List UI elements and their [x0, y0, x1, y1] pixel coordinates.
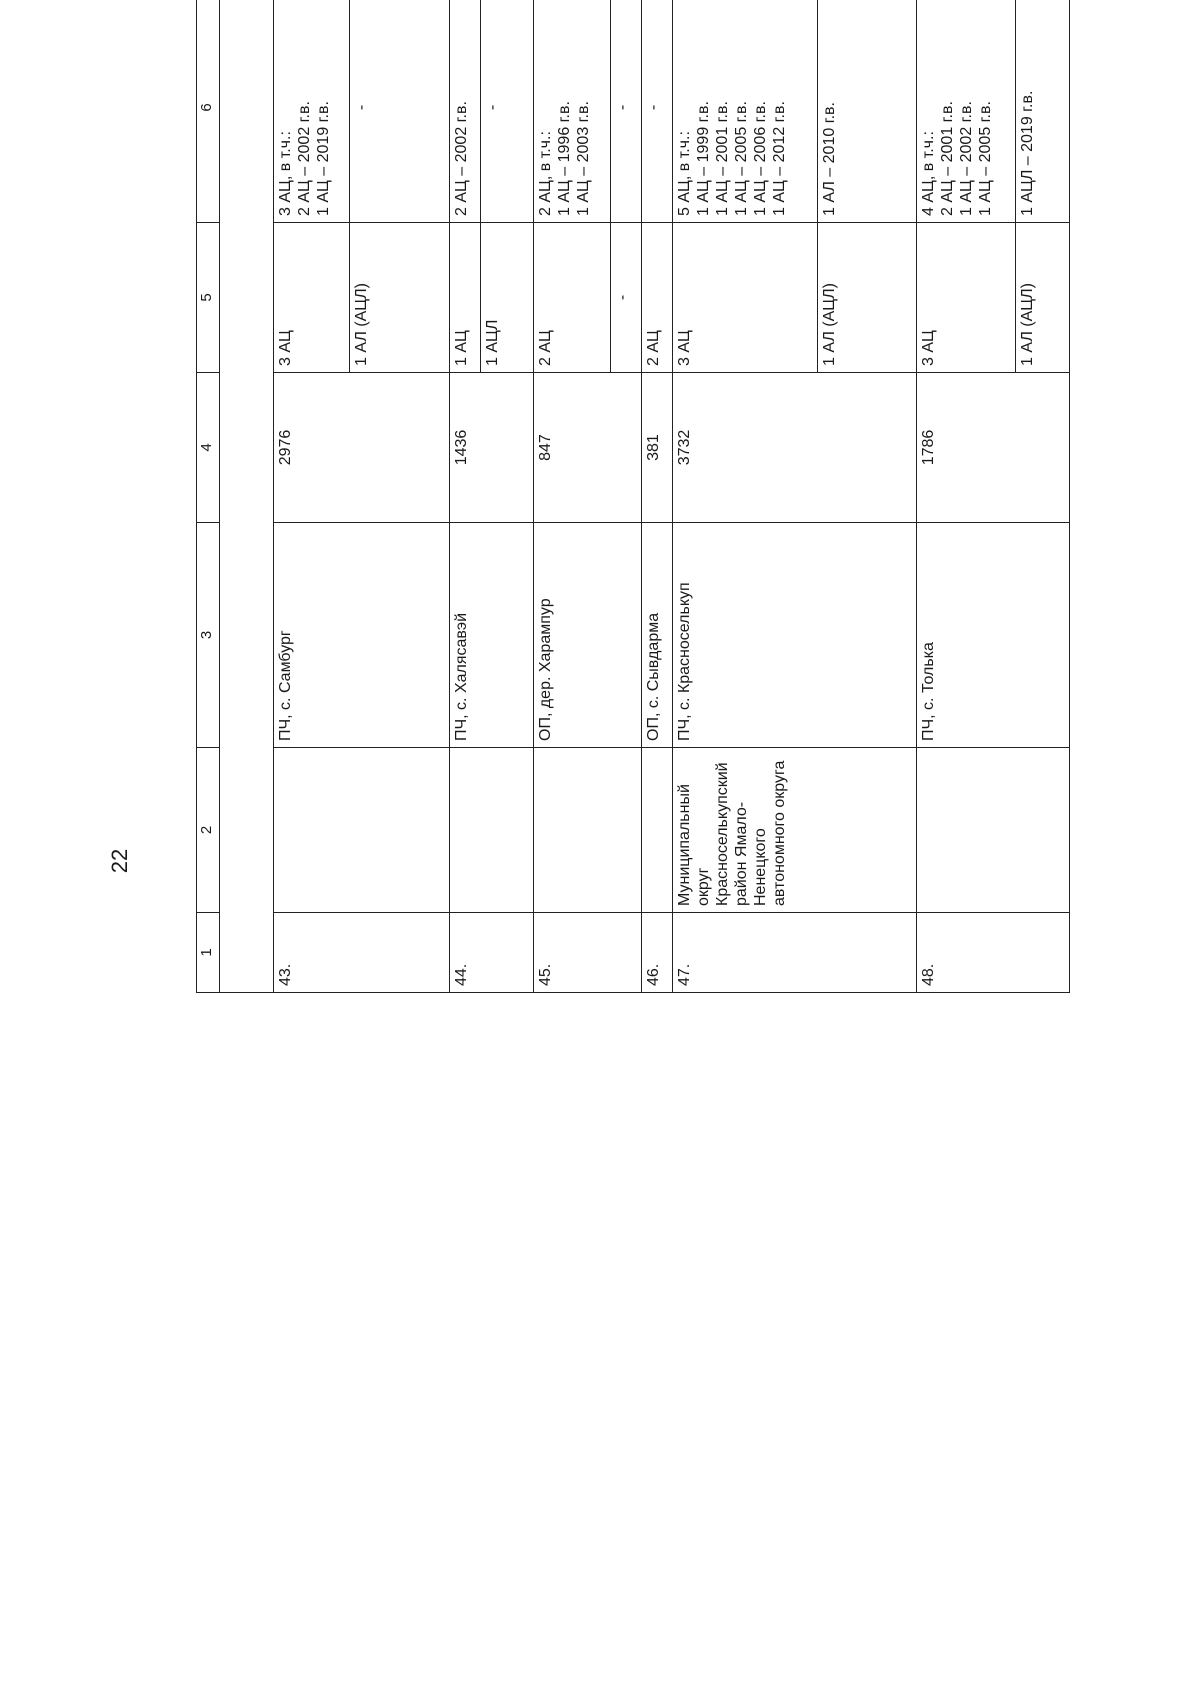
need-cell: 3 АЦ — [273, 223, 350, 373]
available-cell — [350, 0, 449, 223]
cell-line: 1 АЦ – 2001 г.в. — [713, 101, 731, 216]
table-row — [534, 0, 611, 993]
row-number-cell: 46. — [642, 913, 673, 993]
row-number-cell: 45. — [534, 913, 642, 993]
table-row — [916, 0, 1015, 993]
column-header-2: 2 — [197, 748, 220, 913]
available-cell — [480, 0, 534, 223]
available-cell — [449, 0, 480, 223]
column-header-3: 3 — [197, 523, 220, 748]
column-header-6: 6 — [197, 0, 220, 223]
row-number-cell: 44. — [449, 913, 534, 993]
need-cell: 1 АЛ (АЦЛ) — [350, 223, 449, 373]
district-cell — [916, 748, 1069, 913]
cell-line: 1 АЦ – 1996 г.в. — [556, 101, 574, 216]
cell-line: 1 АЦ – 2012 г.в. — [770, 101, 788, 216]
column-header-5: 5 — [197, 223, 220, 373]
cell-line: 2 АЦ – 2001 г.в. — [938, 101, 956, 216]
cell-line: - — [613, 104, 631, 111]
cell-line: 4 АЦ, в т.ч.: — [919, 131, 937, 216]
row-number-cell: 43. — [273, 913, 449, 993]
table-row — [273, 0, 350, 993]
empty-cell — [220, 0, 274, 993]
available-cell — [610, 0, 641, 223]
cell-line: 2 АЦ – 2002 г.в. — [452, 101, 470, 216]
available-cell — [534, 0, 611, 223]
cell-line: 1 АЦ – 2002 г.в. — [957, 101, 975, 216]
available-cell — [1016, 0, 1070, 223]
cell-line: 3 АЦ, в т.ч.: — [276, 131, 294, 216]
cell-line: 2 АЦ – 2002 г.в. — [295, 101, 313, 216]
need-cell: 2 АЦ — [642, 223, 673, 373]
district-cell — [534, 748, 642, 913]
cell-line: 1 АЦ – 2019 г.в. — [314, 101, 332, 216]
cell-line: - — [645, 104, 663, 111]
district-cell: Муниципальный округ Красноселькупский район Ямало-Ненецкого автономного округа — [673, 748, 917, 913]
available-cell — [916, 0, 1015, 223]
unit-cell: ОП, с. Сывдарма — [642, 523, 673, 748]
table-row — [220, 0, 274, 993]
column-header-1: 1 — [197, 913, 220, 993]
need-cell: 1 АЦ — [449, 223, 480, 373]
unit-cell: ОП, дер. Харампур — [534, 523, 642, 748]
need-cell: 1 АЛ (АЦЛ) — [817, 223, 916, 373]
table-row — [642, 0, 673, 993]
header-row — [197, 0, 220, 993]
cell-line: 1 АЦЛ – 2019 г.в. — [1019, 90, 1037, 216]
need-cell: 2 АЦ — [534, 223, 611, 373]
available-cell — [273, 0, 350, 223]
cell-line: 1 АЦ – 2006 г.в. — [751, 101, 769, 216]
available-cell — [642, 0, 673, 223]
district-cell — [642, 748, 673, 913]
cell-line: 1 АЦ – 2005 г.в. — [976, 101, 994, 216]
cell-line: 2 АЦ, в т.ч.: — [537, 131, 555, 216]
need-cell: 1 АЛ (АЦЛ) — [1016, 223, 1070, 373]
unit-cell: ПЧ, с. Самбург — [273, 523, 449, 748]
cell-line: 1 АЦ – 2003 г.в. — [575, 101, 593, 216]
unit-cell: ПЧ, с. Толька — [916, 523, 1069, 748]
need-cell: 1 АЦЛ — [480, 223, 534, 373]
document-table-rotated — [196, 90, 1070, 1561]
cell-line: 1 АЦ – 2005 г.в. — [732, 101, 750, 216]
district-cell — [449, 748, 534, 913]
cell-line: - — [483, 104, 501, 111]
available-cell — [673, 0, 818, 223]
need-cell: 3 АЦ — [673, 223, 818, 373]
unit-cell: ПЧ, с. Халясавэй — [449, 523, 534, 748]
cell-line: 5 АЦ, в т.ч.: — [676, 131, 694, 216]
population-cell: 847 — [534, 373, 642, 523]
table-row — [673, 0, 818, 993]
population-cell: 1436 — [449, 373, 534, 523]
need-cell: 3 АЦ — [916, 223, 1015, 373]
district-cell — [273, 748, 449, 913]
column-header-4: 4 — [197, 373, 220, 523]
cell-line: 1 АЛ – 2010 г.в. — [820, 102, 838, 216]
population-cell: 3732 — [673, 373, 917, 523]
population-cell: 381 — [642, 373, 673, 523]
row-number-cell: 47. — [673, 913, 917, 993]
table-row — [449, 0, 480, 993]
cell-line: 1 АЦ – 1999 г.в. — [695, 101, 712, 216]
page-number: 22 — [107, 848, 132, 874]
row-number-cell: 48. — [916, 913, 1069, 993]
fire-equipment-table — [196, 0, 1070, 993]
need-cell: - — [610, 223, 641, 373]
population-cell: 2976 — [273, 373, 449, 523]
cell-line: - — [353, 104, 371, 111]
population-cell: 1786 — [916, 373, 1069, 523]
unit-cell: ПЧ, с. Красноселькуп — [673, 523, 917, 748]
available-cell — [817, 0, 916, 223]
